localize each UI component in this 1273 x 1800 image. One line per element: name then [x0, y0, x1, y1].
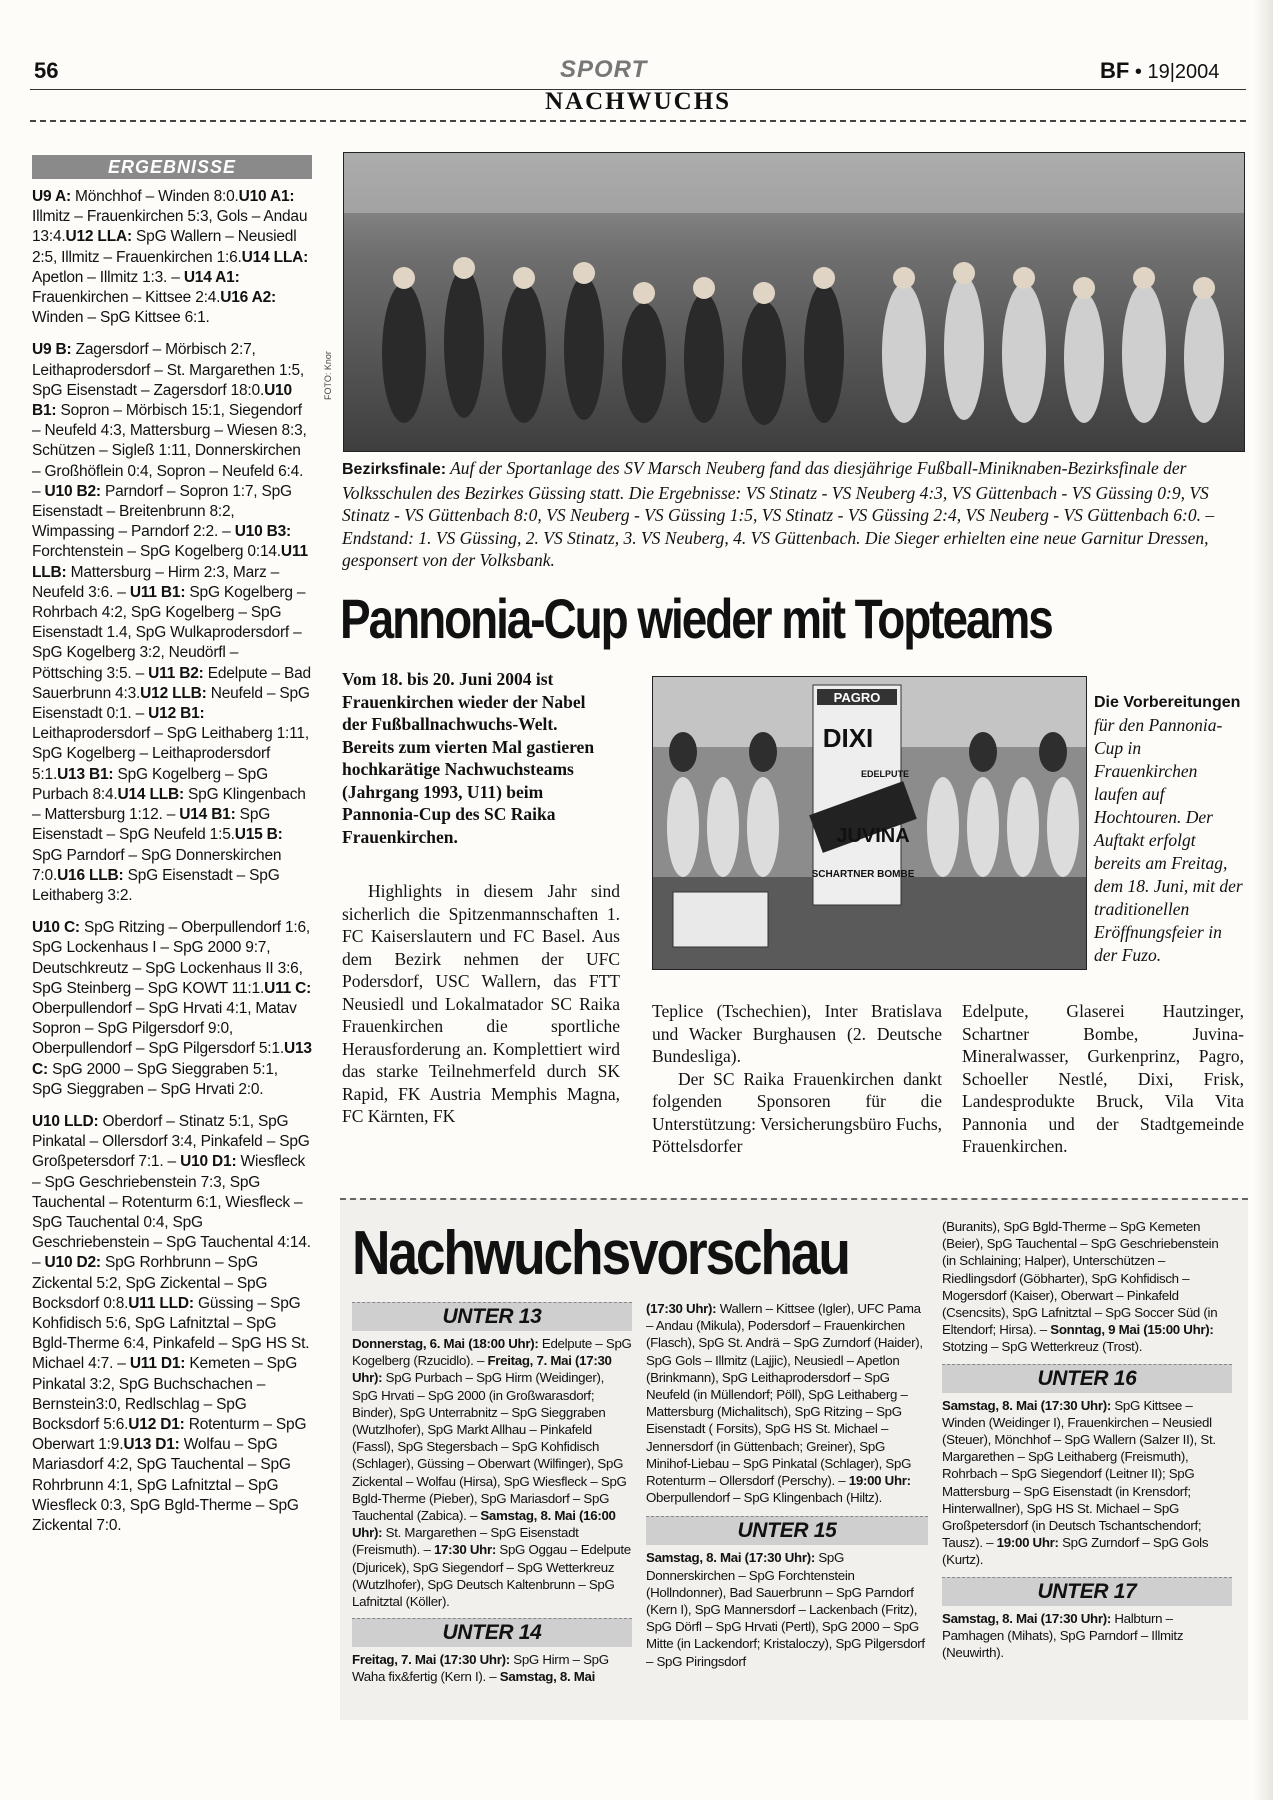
issue-number: 19|2004	[1147, 61, 1220, 83]
run-text: SpG Zurndorf – SpG Gols (Kurtz).	[942, 1535, 1209, 1568]
run-label: Samstag, 8. Mai	[499, 1669, 596, 1685]
run-text: Oberpullendorf – SpG Hrvati 4:1, Matav Sopron – SpG Pilgersdorf 9:0, Oberpullendorf – SpG Pilgersdorf 5:1.	[32, 999, 297, 1058]
run-text: SpG 2000 – SpG Sieggraben 5:1, SpG Sieggraben – SpG Hrvati 2:0.	[32, 1060, 278, 1098]
article-body-1: Highlights in diesem Jahr sind sicherlich die Spitzenmannschaften 1. FC Kaiserslautern und FC Basel. Aus dem Bezirk nehmen der UFC Podersdorf, USC Wallern, das FTT Neusiedl und Lokalmatador SC Raika Frauenkirchen die sportliche Herausforderung an. Komplettiert wird das starke Teilnehmerfeld durch SK Rapid, FK Austria Memphis Magna, FC Kärnten, FK	[342, 881, 620, 1126]
run-label: U14 B1:	[179, 806, 236, 824]
run-label: U10 D1:	[180, 1153, 237, 1171]
run-text: SpG Wallern – Neusiedl 2:5, Illmitz – Frauenkirchen 1:6.	[32, 228, 297, 266]
run-text: Parndorf – Sopron 1:7, SpG Eisenstadt – Breitenbrunn 8:2, Wimpassing – Parndorf 2:2. –	[32, 482, 292, 541]
run-label: U10 B2:	[44, 482, 101, 500]
run-text: Oberpullendorf – SpG Klingenbach (Hiltz).	[646, 1490, 883, 1506]
run-label: U11 D1:	[129, 1355, 186, 1373]
results-block	[32, 340, 312, 906]
team-photo	[343, 152, 1245, 452]
run-text: Wolfau – SpG Mariasdorf 4:2, SpG Tauchental – SpG Rohrbrunn 4:1, SpG Lafnitztal – SpG Wiesfleck 0:3, SpG Bgld-Therme – SpG Zickental 7:0.	[32, 1436, 299, 1534]
run-label: U10 A1:	[238, 188, 295, 205]
run-label: Freitag, 7. Mai (17:30 Uhr):	[352, 1353, 612, 1386]
results-block	[32, 187, 312, 328]
run-label: U14 LLB:	[117, 785, 184, 803]
u17-text	[942, 1610, 1232, 1662]
u15-header: UNTER 15	[646, 1516, 928, 1545]
u13-header: UNTER 13	[352, 1302, 632, 1331]
run-text: Stotzing – SpG Wetterkreuz (Trost).	[942, 1339, 1143, 1355]
run-label: 19:00 Uhr:	[848, 1473, 911, 1489]
run-label: 19:00 Uhr:	[996, 1535, 1059, 1551]
run-text: Illmitz – Frauenkirchen 5:3, Gols – Andau 13:4.	[32, 208, 308, 246]
sponsor-caption-text: für den Pannonia-Cup in Frauenkirchen laufen auf Hochtouren. Der Auftakt erfolgt bereits am Freitag, dem 18. Juni, mit der traditionellen Eröffnungsfeier in der Fuzo.	[1094, 715, 1243, 965]
run-label: U10 B1:	[32, 381, 292, 420]
scan-edge	[1254, 0, 1273, 1800]
run-label: U16 A2:	[220, 289, 277, 307]
run-label: U10 D2:	[44, 1254, 101, 1272]
run-label: U12 LLA:	[65, 228, 132, 246]
run-text: Winden – SpG Kittsee 6:1.	[32, 309, 210, 327]
run-text: Edelpute – SpG Kogelberg (Rzucidlo). –	[352, 1336, 632, 1369]
preview-col1	[352, 1302, 632, 1686]
run-label: U11 B1:	[129, 583, 186, 601]
run-text: Güssing – SpG Kohfidisch 5:6, SpG Lafnitztal – SpG Bgld-Therme 6:4, Pinkafeld – SpG HS St. Michael 4:7. –	[32, 1294, 310, 1373]
run-text: Mönchhof – Winden 8:0.	[70, 188, 239, 205]
run-label: U12 D1:	[128, 1415, 185, 1433]
photo-credit: FOTO: Knor	[323, 351, 333, 400]
run-text: Edelpute – Bad Sauerbrunn 4:3.	[32, 664, 311, 702]
run-label: U14 LLA:	[241, 248, 309, 266]
sign-juvina: JUVINA	[836, 825, 910, 847]
run-text: Neufeld – SpG Eisenstadt 0:1. –	[32, 684, 310, 723]
run-text: Apetlon – Illmitz 1:3. –	[32, 268, 184, 286]
u14-header: UNTER 14	[352, 1618, 632, 1647]
sponsor-photo-caption	[1094, 690, 1244, 967]
caption-lead: Bezirksfinale:	[342, 461, 447, 478]
run-text: Kemeten – SpG Pinkatal 3:2, SpG Buchschachen – Bernstein3:0, Redlschlag – SpG Bocksdorf 5:6.	[32, 1355, 298, 1433]
issue-info	[1100, 58, 1219, 84]
u15-text	[646, 1549, 928, 1669]
run-text: Wallern – Kittsee (Igler), UFC Pama – Andau (Mikula), Podersdorf – Frauenkirchen (Flasch), SpG St. Andrä – SpG Zurndorf (Haider), SpG Gols – Illmitz (Lajjic), Neusiedl – Apetlon (Brinkmann), SpG Leithaprodersdorf – SpG Neufeld (in Müllendorf; Pöll), SpG Leithaberg – Mattersburg (Michalitsch), SpG Ritzing – SpG Eisenstadt ( Forsits), SpG HS St. Michael – Jennersdorf (in Güttenbach; Greiner), SpG Minihof-Liebau – SpG Pinkatal (Schlager), SpG Rotenturm – Ollersdorf (Perschy). –	[646, 1301, 923, 1489]
results-block	[32, 918, 312, 1100]
run-text: SpG Eisenstadt – SpG Leithaberg 3:2.	[32, 866, 280, 904]
results-tag: ERGEBNISSE	[32, 155, 312, 179]
run-label: U13 B1:	[57, 765, 114, 783]
run-label: U10 B3:	[234, 523, 292, 541]
header-dash-rule	[30, 120, 1246, 122]
team-photo-image	[344, 153, 1244, 451]
run-label: Samstag, 8. Mai (17:30 Uhr):	[646, 1550, 815, 1566]
run-text: SpG Kogelberg – SpG Purbach 8:4.	[32, 765, 268, 803]
run-label: Samstag, 8. Mai (17:30 Uhr):	[942, 1397, 1111, 1413]
run-text: Oberdorf – Stinatz 5:1, SpG Pinkatal – Ollersdorf 3:4, Pinkafeld – SpG Großpetersdorf 7:1. –	[32, 1112, 310, 1171]
run-label: U16 LLB:	[57, 866, 124, 884]
preview-col3	[942, 1218, 1232, 1661]
run-label: Sonntag, 9 Mai (15:00 Uhr):	[1050, 1322, 1214, 1338]
article-headline: Pannonia-Cup wieder mit Topteams	[340, 587, 1052, 650]
preview-col2	[646, 1300, 928, 1670]
run-label: U14 A1:	[183, 268, 240, 286]
run-label: U11 C:	[264, 979, 312, 997]
article-lead: Vom 18. bis 20. Juni 2004 ist Frauenkirchen wieder der Nabel der Fußballnachwuchs-Welt. Bereits zum vierten Mal gastieren hochkarätige Nachwuchsteams (Jahrgang 1993, U11) beim Pannonia-Cup des SC Raika Frauenkirchen.	[342, 669, 595, 847]
sponsor-caption-lead: Die Vorbereitungen	[1094, 694, 1241, 711]
run-label: U13 C:	[32, 1040, 312, 1078]
run-label: U10 C:	[32, 919, 80, 937]
u14-continued-text	[646, 1300, 928, 1506]
caption-text: Auf der Sportanlage des SV Marsch Neuberg fand das diesjährige Fußball-Miniknaben-Bezirksfinale der Volksschulen des Bezirkes Güssing statt. Die Ergebnisse: VS Stinatz - VS Neuberg 4:3, VS Güttenbach - VS Güssing 0:9, VS Stinatz - VS Güttenbach 8:0, VS Neuberg - VS Güssing 1:5, VS Stinatz - VS Güssing 2:4, VS Neuberg - VS Güttenbach 6:0. – Endstand: 1. VS Güssing, 2. VS Stinatz, 3. VS Neuberg, 4. VS Güttenbach. Die Sieger erhielten eine neue Garnitur Dressen, gesponsert von der Volksbank.	[342, 458, 1215, 570]
run-text: Leithaprodersdorf – SpG Leithaberg 1:11, SpG Kogelberg – Leithaprodersdorf 5:1.	[32, 725, 309, 783]
run-label: U9 B:	[32, 341, 72, 359]
u16-header: UNTER 16	[942, 1364, 1232, 1393]
run-text: SpG Hirm – SpG Waha fix&fertig (Kern I). –	[352, 1652, 609, 1685]
run-label: (17:30 Uhr):	[646, 1301, 717, 1316]
run-label: U11 B2:	[148, 664, 204, 682]
bullet: •	[1134, 61, 1142, 83]
u17-header: UNTER 17	[942, 1577, 1232, 1606]
page-number: 56	[34, 58, 59, 83]
results-block	[32, 1112, 312, 1536]
sign-schartner: SCHARTNER BOMBE	[811, 869, 915, 880]
run-text: SpG Rorhbrunn – SpG Zickental 5:2, SpG Zickental – SpG Bocksdorf 0:8.	[32, 1254, 268, 1312]
run-label: Samstag, 8. Mai (17:30 Uhr):	[942, 1610, 1111, 1626]
run-text: SpG Purbach – SpG Hirm (Weidinger), SpG Hrvati – SpG 2000 (in Großwarasdorf; Binder), SpG Unterrabnitz – SpG Sieggraben (Wutzlhofer), SpG Markt Allhau – Pinkafeld (Fassl), SpG Stegersbach – SpG Kohfidisch (Schlager), Güssing – Oberwart (Wilfinger), SpG Zickental – Wolfau (Hirsa), SpG Wiesfleck – SpG Bgld-Therme (Pieber), SpG Mariasdorf – SpG Tauchental (Zabica). –	[352, 1370, 627, 1524]
run-text: SpG Ritzing – Oberpullendorf 1:6, SpG Lockenhaus I – SpG 2000 9:7, Deutschkreutz – SpG Lockenhaus II 3:6, SpG Steinberg – SpG KOWT 11:1.	[32, 919, 311, 997]
run-label: U15 B:	[234, 826, 283, 844]
run-text: Forchtenstein – SpG Kogelberg 0:14.	[32, 543, 281, 561]
sponsor-photo	[652, 676, 1087, 970]
u14-text	[352, 1651, 632, 1685]
sign-pagro: PAGRO	[833, 690, 881, 705]
run-label: Samstag, 8. Mai (16:00 Uhr):	[352, 1508, 616, 1541]
article-body-2b: Der SC Raika Frauenkirchen dankt folgenden Sponsoren für die Unterstützung: Versicherungsbüro Fuchs, Pöttelsdorfer	[652, 1068, 942, 1156]
run-label: U10 LLD:	[32, 1112, 99, 1130]
run-text: SpG Oggau – Edelpute (Djuricek), SpG Siegendorf – SpG Wetterkreuz (Wutzlhofer), SpG Deutsch Kaltenbrunn – SpG Lafnitztal (Köller).	[352, 1542, 631, 1610]
run-label: U12 B1:	[148, 705, 205, 723]
article-body-2a: Teplice (Tschechien), Inter Bratislava und Wacker Burghausen (2. Deutsche Bundesliga).	[652, 1001, 942, 1066]
results-body	[32, 187, 312, 1536]
run-text: SpG Kittsee – Winden (Weidinger I), Frauenkirchen – Neusiedl (Steuer), Mönchhof – SpG Wallern (Salzer II), St. Margarethen – SpG Leithaberg (Freismuth), Rohrbach – SpG Siegendorf (Leitner II); SpG Mattersburg – SpG Eisenstadt (in Krensdorf; Hinterwallner), SpG HS St. Michael – SpG Großpetersdorf (in Deutsch Tschantschendorf; Tausz). –	[942, 1397, 1216, 1551]
article-body-col3	[962, 1000, 1244, 1158]
run-text: Zagersdorf – Mörbisch 2:7, Leithaprodersdorf – St. Margarethen 1:5, SpG Eisenstadt – Zagersdorf 18:0.	[32, 341, 305, 399]
run-text: St. Margarethen – SpG Eisenstadt (Freismuth). –	[352, 1525, 579, 1558]
article-body-3: Edelpute, Glaserei Hautzinger, Schartner Bombe, Juvina-Mineralwasser, Gurkenprinz, Pagro, Schoeller Nestlé, Dixi, Frisk, Landesprodukte Bruck, Vila Vita Pannonia und der Stadtgemeinde Frauenkirchen.	[962, 1001, 1244, 1156]
run-text: Rotenturm – SpG Oberwart 1:9.	[32, 1415, 307, 1454]
run-text: Mattersburg – Hirm 2:3, Marz – Neufeld 3:6. –	[32, 563, 280, 601]
run-text: Sopron – Mörbisch 15:1, Siegendorf – Neufeld 4:3, Mattersburg – Wiesen 8:3, Schützen – Sigleß 1:11, Donnerskirchen – Großhöflein 0:4, Sopron – Neufeld 6:4. –	[32, 402, 307, 500]
preview-headline: Nachwuchsvorschau	[352, 1219, 849, 1288]
run-label: U13 D1:	[123, 1436, 180, 1454]
run-label: Freitag, 7. Mai (17:30 Uhr):	[352, 1652, 510, 1668]
subsection-title: NACHWUCHS	[545, 88, 732, 115]
run-text: (Buranits), SpG Bgld-Therme – SpG Kemeten (Beier), SpG Tauchental – SpG Geschriebenstein (in Schlaining; Halper), Unterschützen – Riedlingsdorf (Göbharter), SpG Kohfidisch – Mogersdorf (Kaiser), Oberwart – Pinkafeld (Csencsits), SpG Lafnitztal – SpG Soccer Süd (in Eltendorf; Hirsa). –	[942, 1219, 1219, 1338]
run-text: SpG Klingenbach – Mattersburg 1:12. –	[32, 785, 306, 824]
run-text: SpG Parndorf – SpG Donnerskirchen 7:0.	[32, 846, 282, 884]
u13-text	[352, 1335, 632, 1610]
run-label: Donnerstag, 6. Mai (18:00 Uhr):	[352, 1336, 539, 1351]
run-text: SpG Kogelberg – Rohrbach 4:2, SpG Kogelberg – SpG Eisenstadt 1.4, SpG Wulkaprodersdorf – SpG Kogelberg 3:2, Neudörfl – Pöttsching 3:5. –	[32, 583, 306, 682]
sign-dixi: DIXI	[822, 723, 874, 753]
run-label: U11 LLB:	[32, 543, 308, 581]
magazine-logo: BF	[1100, 58, 1130, 83]
run-text: SpG Donnerskirchen – SpG Forchtenstein (Hollndonner), Bad Sauerbrunn – SpG Parndorf (Kern I), SpG Mannersdorf – Lackenbach (Fritz), SpG Dörfl – SpG Hrvati (Pertl), SpG 2000 – SpG Mitte (in Lackendorf; Kristaloczy), SpG Pilgersdorf – SpG Piringsdorf	[646, 1550, 925, 1669]
run-text: Halbturn – Pamhagen (Mihats), SpG Parndorf – Illmitz (Neuwirth).	[942, 1610, 1184, 1661]
article-body-col1	[342, 880, 620, 1128]
u16-text	[942, 1397, 1232, 1569]
run-text: Wiesfleck – SpG Geschriebenstein 7:3, SpG Tauchental – Rotenturm 6:1, Wiesfleck – SpG Tauchental 0:4, SpG Geschriebenstein – SpG Tauchental 4:14. –	[32, 1153, 311, 1272]
run-text: SpG Eisenstadt – SpG Neufeld 1:5.	[32, 806, 271, 844]
run-text: Frauenkirchen – Kittsee 2:4.	[32, 289, 221, 307]
run-label: U9 A:	[32, 188, 71, 205]
u15-continued-text	[942, 1218, 1232, 1356]
run-label: 17:30 Uhr:	[433, 1542, 496, 1558]
photo-caption	[342, 457, 1247, 572]
section-title: SPORT	[560, 56, 648, 83]
run-label: U11 LLD:	[128, 1294, 194, 1312]
sponsor-photo-image	[653, 677, 1086, 969]
run-label: U12 LLB:	[140, 684, 207, 702]
results-column	[32, 155, 312, 1548]
sign-edelpute: EDELPUTE	[860, 769, 910, 779]
article-body-col2	[652, 1000, 942, 1158]
